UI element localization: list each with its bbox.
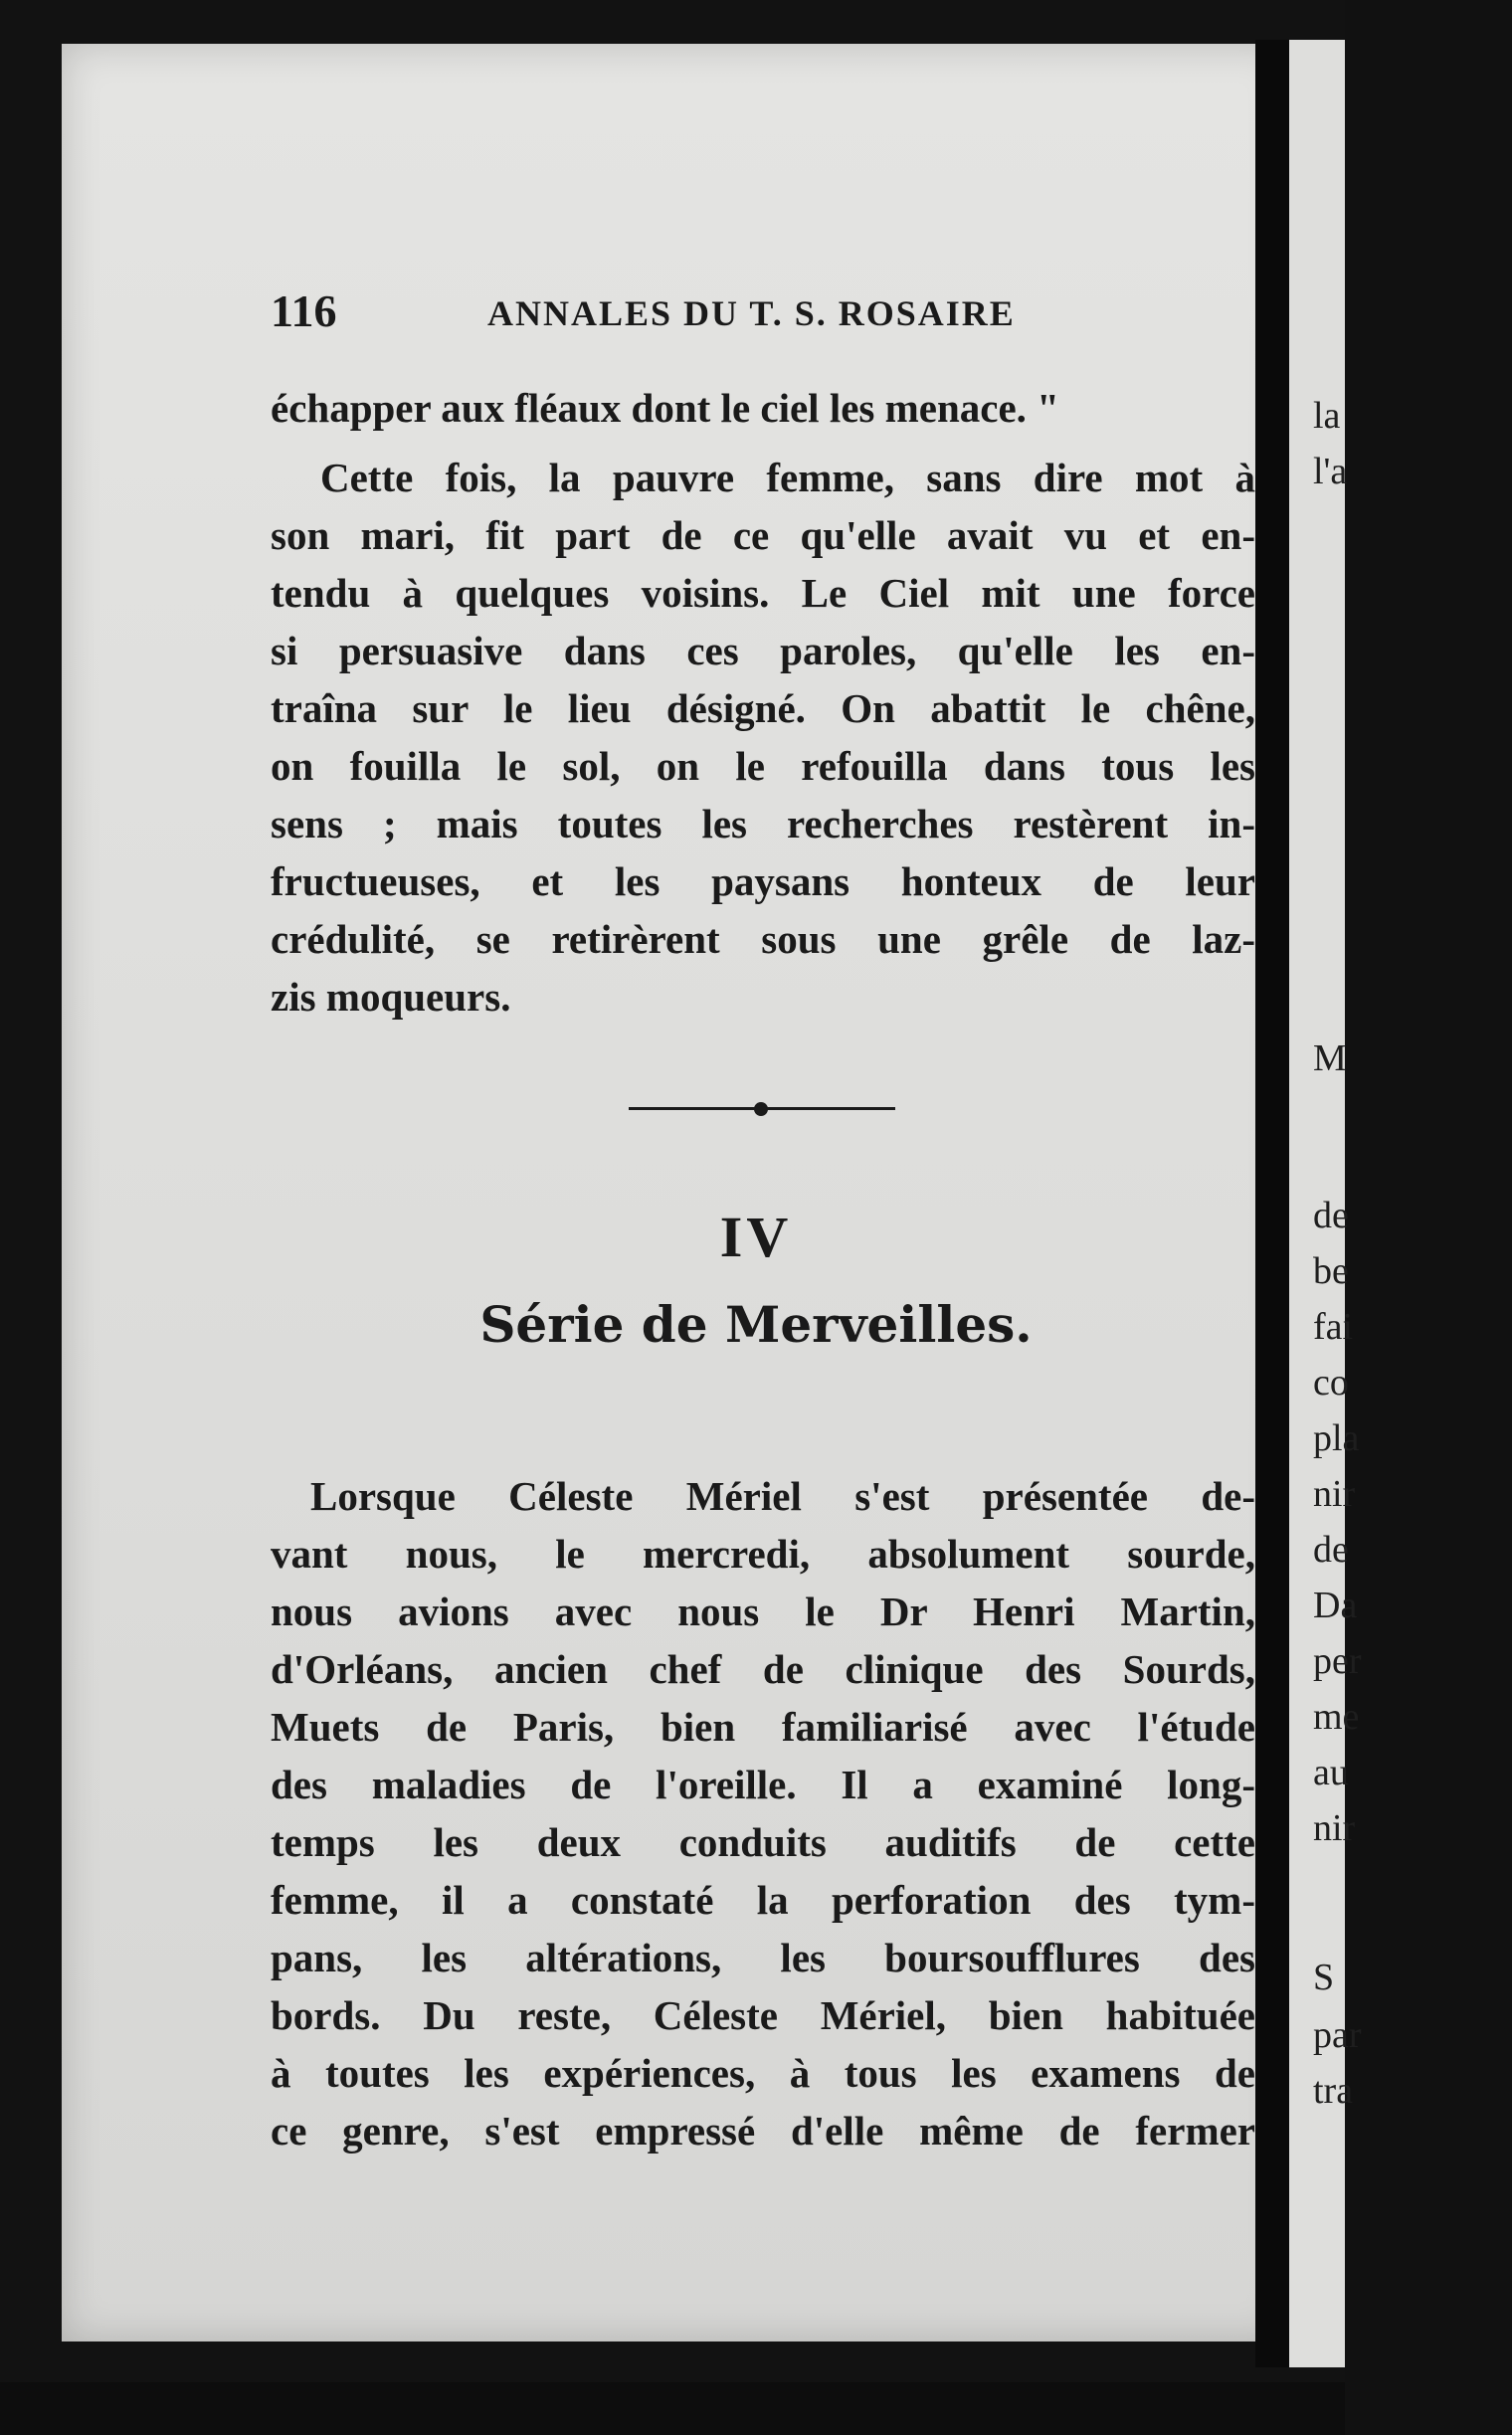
facing-page-fragment: Da [1313,1585,1358,1626]
text-line: sens ; mais toutes les recherches restèrent in- [271,801,1255,846]
facing-page-fragment: par [1313,2014,1362,2056]
facing-page-fragment: fai [1313,1306,1354,1348]
text-line: son mari, fit part de ce qu'elle avait vu et en- [271,512,1255,558]
text-line: tendu à quelques voisins. Le Ciel mit une force [271,570,1255,616]
text-line: Lorsque Céleste Mériel s'est présentée de- [310,1473,1255,1519]
scan-border [0,2382,1345,2435]
facing-page-fragment: pla [1313,1417,1360,1459]
facing-page-fragment: be [1313,1250,1349,1292]
text-line: traîna sur le lieu désigné. On abattit le chêne, [271,685,1255,731]
text-line: nous avions avec nous le Dr Henri Martin, [271,1589,1255,1634]
text-line: des maladies de l'oreille. Il a examiné long- [271,1762,1255,1807]
facing-page-fragment: M [1313,1037,1347,1079]
text-line: pans, les altérations, les boursoufflures des [271,1935,1255,1980]
facing-page-fragment: me [1313,1696,1360,1738]
text-line: fructueuses, et les paysans honteux de leur [271,858,1255,904]
section-divider [629,1096,895,1120]
chapter-title: Série de Merveilles. [479,1295,1033,1354]
text-line: Muets de Paris, bien familiarisé avec l'étude [271,1704,1255,1750]
text-line: temps les deux conduits auditifs de cette [271,1819,1255,1865]
text-line: échapper aux fléaux dont le ciel les menace. " [271,385,1059,431]
text-line: ce genre, s'est empressé d'elle même de fermer [271,2108,1255,2154]
facing-page-fragment: nir [1313,1807,1356,1849]
text-line: d'Orléans, ancien chef de clinique des Sourds, [271,1646,1255,1692]
running-head: ANNALES DU T. S. ROSAIRE [487,293,1016,333]
facing-page-fragment: de [1313,1195,1349,1236]
facing-page-fragment: nir [1313,1473,1356,1515]
text-line: si persuasive dans ces paroles, qu'elle les en- [271,628,1255,673]
facing-page-fragment: de [1313,1529,1349,1571]
facing-page-fragment: au [1313,1752,1349,1793]
facing-page-fragment: co [1313,1362,1349,1404]
text-line: bords. Du reste, Céleste Mériel, bien habituée [271,1992,1255,2038]
facing-page-fragment: per [1313,1640,1362,1682]
text-line: vant nous, le mercredi, absolument sourde, [271,1531,1255,1577]
facing-page-fragment: la [1313,395,1341,437]
divider-dot [754,1102,768,1116]
facing-page-fragment: S [1313,1957,1335,1998]
text-line: à toutes les expériences, à tous les examens de [271,2050,1255,2096]
text-line: zis moqueurs. [271,974,511,1020]
facing-page-fragment: l'a [1313,451,1348,492]
page-header [271,284,1186,344]
text-line: femme, il a constaté la perforation des tym- [271,1877,1255,1923]
chapter-number: IV [719,1205,793,1269]
page-number: 116 [271,285,337,336]
text-line: crédulité, se retirèrent sous une grêle de laz- [271,916,1255,962]
text-line: Cette fois, la pauvre femme, sans dire mot à [320,455,1255,500]
text-line: on fouilla le sol, on le refouilla dans tous les [271,743,1255,789]
facing-page-fragment: tra [1313,2070,1354,2112]
